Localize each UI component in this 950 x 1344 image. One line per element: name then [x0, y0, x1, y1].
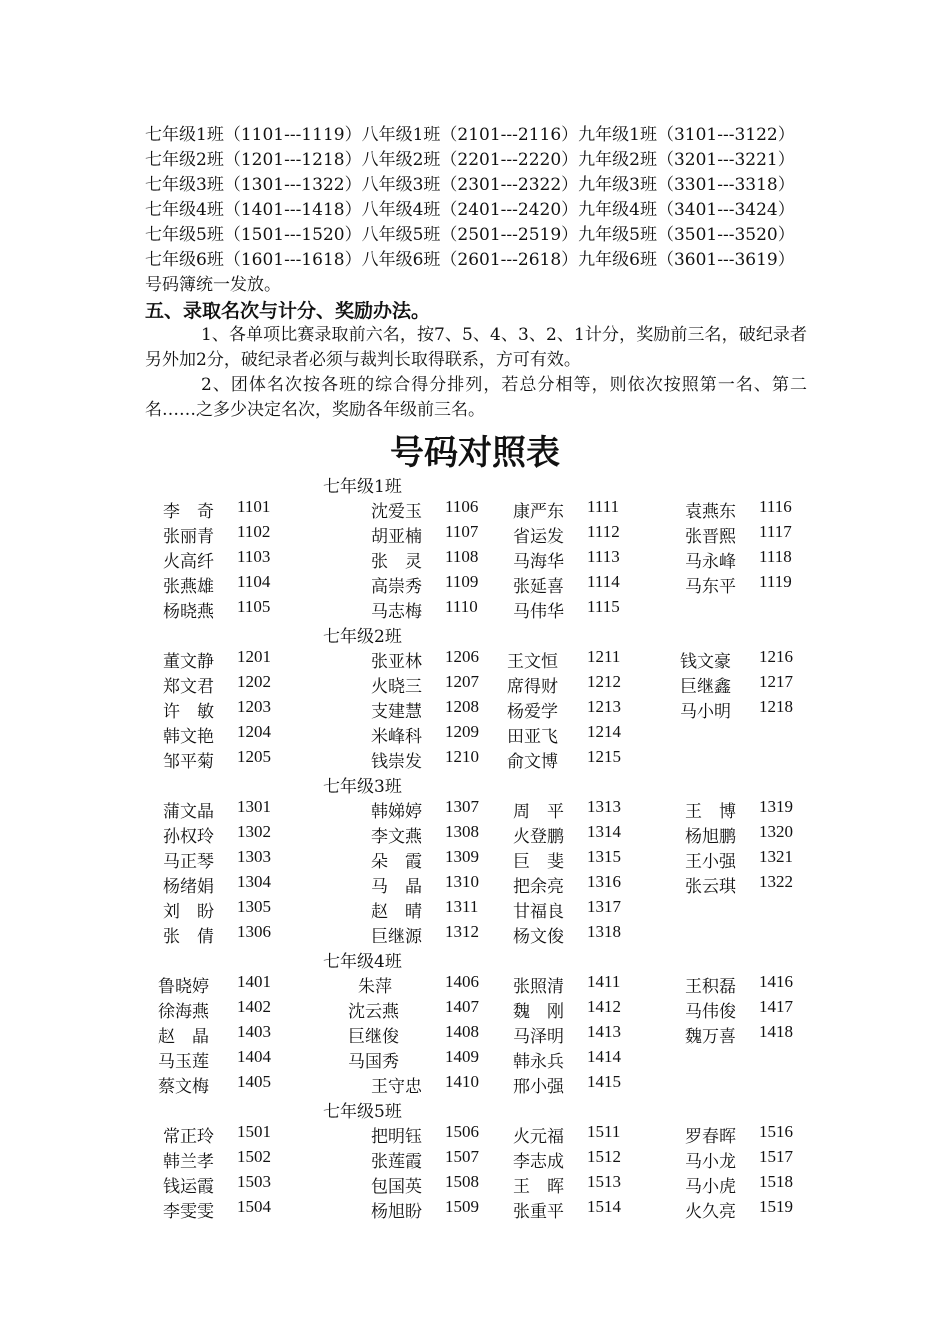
bib-number: 1319	[759, 797, 793, 816]
student-name: 许 敏	[163, 702, 214, 722]
bib-number: 1411	[587, 972, 621, 991]
student-name: 韩兰孝	[163, 1152, 214, 1172]
student-name: 张 倩	[163, 927, 214, 947]
student-name: 钱崇发	[371, 752, 422, 772]
student-name: 张丽青	[163, 527, 214, 547]
student-name: 邢小强	[513, 1077, 564, 1097]
student-name: 孙权玲	[163, 827, 214, 847]
bib-number: 1302	[237, 822, 271, 841]
student-name: 王小强	[685, 852, 736, 872]
bib-number: 1418	[759, 1022, 793, 1041]
bib-number: 1410	[445, 1072, 479, 1091]
bib-number: 1403	[237, 1022, 271, 1041]
bib-number: 1318	[587, 922, 621, 941]
student-name: 张莲霞	[371, 1152, 422, 1172]
bib-number: 1113	[587, 547, 620, 566]
class-range-line: 七年级6班（1601---1618）八年级6班（2601---2618）九年级6班（3601---3619）	[145, 250, 795, 270]
bib-number: 1119	[759, 572, 792, 591]
bib-number: 1317	[587, 897, 621, 916]
student-name: 韩永兵	[513, 1052, 564, 1072]
student-name: 巨 斐	[513, 852, 564, 872]
student-name: 杨旭盼	[371, 1202, 422, 1222]
student-name: 田亚飞	[507, 727, 558, 747]
class-heading: 七年级5班	[323, 1102, 402, 1122]
bib-number: 1114	[587, 572, 620, 591]
bib-number: 1116	[759, 497, 792, 516]
bib-number: 1402	[237, 997, 271, 1016]
student-name: 杨文俊	[513, 927, 564, 947]
bib-number: 1310	[445, 872, 479, 891]
student-name: 火久亮	[685, 1202, 736, 1222]
student-name: 赵 晶	[158, 1027, 209, 1047]
bib-number: 1409	[445, 1047, 479, 1066]
student-name: 马小虎	[685, 1177, 736, 1197]
bib-number: 1517	[759, 1147, 793, 1166]
student-name: 张亚林	[371, 652, 422, 672]
student-name: 火元福	[513, 1127, 564, 1147]
bib-number: 1321	[759, 847, 793, 866]
student-name: 米峰科	[371, 727, 422, 747]
bib-number: 1416	[759, 972, 793, 991]
student-name: 马正琴	[163, 852, 214, 872]
student-name: 张照清	[513, 977, 564, 997]
student-name: 周 平	[513, 802, 564, 822]
student-name: 马泽明	[513, 1027, 564, 1047]
student-name: 罗春晖	[685, 1127, 736, 1147]
bib-number: 1210	[445, 747, 479, 766]
student-name: 康严东	[513, 502, 564, 522]
student-name: 沈云燕	[348, 1002, 399, 1022]
student-name: 杨爱学	[507, 702, 558, 722]
student-name: 马玉莲	[158, 1052, 209, 1072]
student-name: 张云琪	[685, 877, 736, 897]
bib-number: 1406	[445, 972, 479, 991]
bib-number: 1404	[237, 1047, 271, 1066]
bib-number: 1109	[445, 572, 479, 591]
bib-number: 1413	[587, 1022, 621, 1041]
bib-number: 1203	[237, 697, 271, 716]
student-name: 郑文君	[163, 677, 214, 697]
student-name: 王守忠	[371, 1077, 422, 1097]
student-name: 常正玲	[163, 1127, 214, 1147]
bib-number: 1502	[237, 1147, 271, 1166]
class-range-line: 七年级4班（1401---1418）八年级4班（2401---2420）九年级4班（3401---3424）	[145, 200, 795, 220]
table-title: 号码对照表	[390, 433, 560, 473]
bib-number: 1513	[587, 1172, 621, 1191]
bib-number: 1218	[759, 697, 793, 716]
bib-number: 1106	[445, 497, 479, 516]
student-name: 李 奇	[163, 502, 214, 522]
student-name: 张重平	[513, 1202, 564, 1222]
bib-number: 1312	[445, 922, 479, 941]
bib-number: 1508	[445, 1172, 479, 1191]
student-name: 钱运霞	[163, 1177, 214, 1197]
student-name: 马海华	[513, 552, 564, 572]
student-name: 俞文博	[507, 752, 558, 772]
student-name: 朱萍	[358, 977, 392, 997]
student-name: 巨继鑫	[680, 677, 731, 697]
bib-number: 1205	[237, 747, 271, 766]
bib-number: 1519	[759, 1197, 793, 1216]
student-name: 钱文豪	[680, 652, 731, 672]
student-name: 张晋熙	[685, 527, 736, 547]
bib-number: 1308	[445, 822, 479, 841]
student-name: 王 晖	[513, 1177, 564, 1197]
bib-number: 1101	[237, 497, 271, 516]
student-name: 马伟俊	[685, 1002, 736, 1022]
student-name: 火登鹏	[513, 827, 564, 847]
student-name: 鲁晓婷	[158, 977, 209, 997]
class-range-line: 七年级5班（1501---1520）八年级5班（2501---2519）九年级5班（3501---3520）	[145, 225, 795, 245]
class-range-line: 七年级3班（1301---1322）八年级3班（2301---2322）九年级3班（3301---3318）	[145, 175, 795, 195]
bib-number: 1108	[445, 547, 479, 566]
bib-number: 1201	[237, 647, 271, 666]
student-name: 朵 霞	[371, 852, 422, 872]
student-name: 省运发	[513, 527, 564, 547]
bib-number: 1303	[237, 847, 271, 866]
student-name: 王文恒	[507, 652, 558, 672]
bib-number: 1118	[759, 547, 792, 566]
student-name: 赵 晴	[371, 902, 422, 922]
class-heading: 七年级2班	[323, 627, 402, 647]
student-name: 杨晓燕	[163, 602, 214, 622]
student-name: 杨旭鹏	[685, 827, 736, 847]
bib-number: 1301	[237, 797, 271, 816]
student-name: 董文静	[163, 652, 214, 672]
bib-number: 1320	[759, 822, 793, 841]
bib-number: 1217	[759, 672, 793, 691]
student-name: 马 晶	[371, 877, 422, 897]
student-name: 蔡文梅	[158, 1077, 209, 1097]
class-range-line: 七年级1班（1101---1119）八年级1班（2101---2116）九年级1班（3101---3122）	[145, 125, 795, 145]
bib-number: 1211	[587, 647, 621, 666]
bib-number: 1507	[445, 1147, 479, 1166]
student-name: 马伟华	[513, 602, 564, 622]
student-name: 张燕雄	[163, 577, 214, 597]
bib-number: 1214	[587, 722, 621, 741]
bib-number: 1315	[587, 847, 621, 866]
student-name: 马国秀	[348, 1052, 399, 1072]
student-name: 胡亚楠	[371, 527, 422, 547]
student-name: 把明钰	[371, 1127, 422, 1147]
bib-number: 1414	[587, 1047, 621, 1066]
student-name: 席得财	[507, 677, 558, 697]
bib-number: 1511	[587, 1122, 621, 1141]
student-name: 巨继俊	[348, 1027, 399, 1047]
bib-number: 1102	[237, 522, 271, 541]
student-name: 刘 盼	[163, 902, 214, 922]
student-name: 邹平菊	[163, 752, 214, 772]
bib-number: 1103	[237, 547, 271, 566]
student-name: 沈爱玉	[371, 502, 422, 522]
bib-number: 1313	[587, 797, 621, 816]
bib-note: 号码簿统一发放。	[145, 275, 281, 295]
bib-number: 1316	[587, 872, 621, 891]
bib-number: 1417	[759, 997, 793, 1016]
student-name: 李文燕	[371, 827, 422, 847]
bib-number: 1209	[445, 722, 479, 741]
bib-number: 1212	[587, 672, 621, 691]
student-name: 魏 刚	[513, 1002, 564, 1022]
student-name: 高崇秀	[371, 577, 422, 597]
student-name: 马东平	[685, 577, 736, 597]
student-name: 火高纤	[163, 552, 214, 572]
student-name: 把余亮	[513, 877, 564, 897]
bib-number: 1107	[445, 522, 479, 541]
student-name: 马永峰	[685, 552, 736, 572]
bib-number: 1401	[237, 972, 271, 991]
student-name: 火晓三	[371, 677, 422, 697]
class-heading: 七年级4班	[323, 952, 402, 972]
bib-number: 1504	[237, 1197, 271, 1216]
student-name: 张 灵	[371, 552, 422, 572]
bib-number: 1104	[237, 572, 271, 591]
bib-number: 1208	[445, 697, 479, 716]
bib-number: 1407	[445, 997, 479, 1016]
student-name: 马志梅	[371, 602, 422, 622]
bib-number: 1305	[237, 897, 271, 916]
class-heading: 七年级3班	[323, 777, 402, 797]
student-name: 魏万喜	[685, 1027, 736, 1047]
student-name: 杨绪娟	[163, 877, 214, 897]
bib-number: 1314	[587, 822, 621, 841]
bib-number: 1311	[445, 897, 479, 916]
bib-number: 1412	[587, 997, 621, 1016]
bib-number: 1309	[445, 847, 479, 866]
student-name: 支建慧	[371, 702, 422, 722]
bib-number: 1202	[237, 672, 271, 691]
bib-number: 1304	[237, 872, 271, 891]
bib-number: 1503	[237, 1172, 271, 1191]
bib-number: 1112	[587, 522, 620, 541]
bib-number: 1516	[759, 1122, 793, 1141]
student-name: 巨继源	[371, 927, 422, 947]
bib-number: 1514	[587, 1197, 621, 1216]
bib-number: 1110	[445, 597, 478, 616]
bib-number: 1115	[587, 597, 620, 616]
student-name: 王 博	[685, 802, 736, 822]
section-heading: 五、录取名次与计分、奖励办法。	[145, 300, 431, 322]
team-ranking-paragraph: 2、团体名次按各班的综合得分排列，若总分相等，则依次按照第一名、第二名……之多少决定名次，奖励各年级前三名。	[145, 375, 807, 420]
bib-number: 1206	[445, 647, 479, 666]
bib-number: 1518	[759, 1172, 793, 1191]
bib-number: 1111	[587, 497, 620, 516]
student-name: 甘福良	[513, 902, 564, 922]
bib-number: 1512	[587, 1147, 621, 1166]
student-name: 马小龙	[685, 1152, 736, 1172]
bib-number: 1207	[445, 672, 479, 691]
bib-number: 1501	[237, 1122, 271, 1141]
bib-number: 1509	[445, 1197, 479, 1216]
student-name: 包国英	[371, 1177, 422, 1197]
bib-number: 1216	[759, 647, 793, 666]
scoring-paragraph: 1、各单项比赛录取前六名，按7、5、4、3、2、1计分，奖励前三名，破纪录者另外加2分，破纪录者必须与裁判长取得联系，方可有效。	[145, 325, 807, 370]
bib-number: 1204	[237, 722, 271, 741]
bib-number: 1408	[445, 1022, 479, 1041]
student-name: 王积磊	[685, 977, 736, 997]
bib-number: 1322	[759, 872, 793, 891]
student-name: 蒲文晶	[163, 802, 214, 822]
student-name: 李雯雯	[163, 1202, 214, 1222]
class-range-line: 七年级2班（1201---1218）八年级2班（2201---2220）九年级2班（3201---3221）	[145, 150, 795, 170]
bib-number: 1307	[445, 797, 479, 816]
bib-number: 1506	[445, 1122, 479, 1141]
bib-number: 1105	[237, 597, 271, 616]
student-name: 袁燕东	[685, 502, 736, 522]
student-name: 韩文艳	[163, 727, 214, 747]
student-name: 韩娣婷	[371, 802, 422, 822]
student-name: 李志成	[513, 1152, 564, 1172]
student-name: 马小明	[680, 702, 731, 722]
class-heading: 七年级1班	[323, 477, 402, 497]
student-name: 张延喜	[513, 577, 564, 597]
bib-number: 1415	[587, 1072, 621, 1091]
bib-number: 1213	[587, 697, 621, 716]
bib-number: 1405	[237, 1072, 271, 1091]
bib-number: 1306	[237, 922, 271, 941]
bib-number: 1117	[759, 522, 792, 541]
bib-number: 1215	[587, 747, 621, 766]
student-name: 徐海燕	[158, 1002, 209, 1022]
